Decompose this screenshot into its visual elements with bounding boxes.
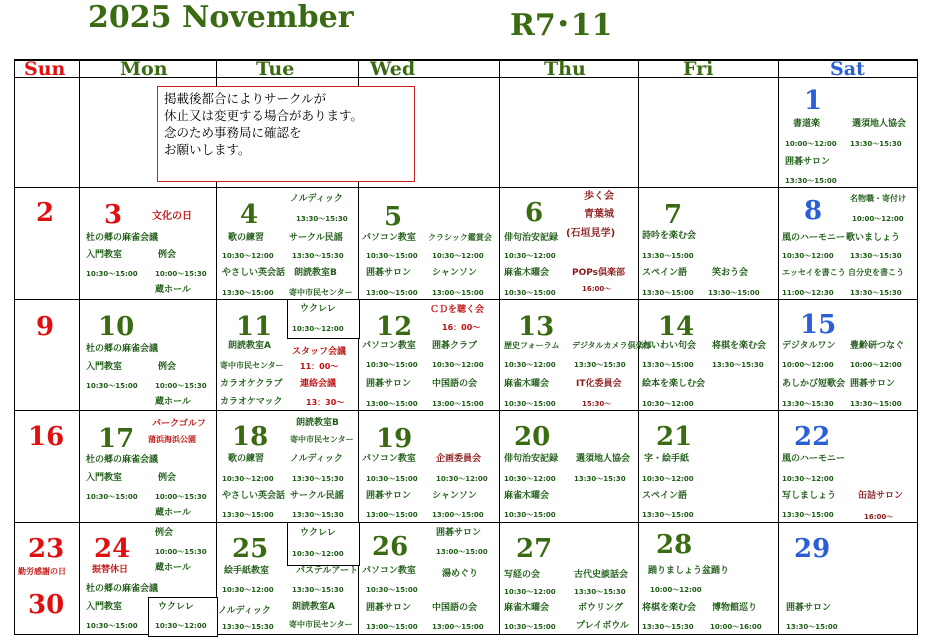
event: パークゴルフ <box>152 419 206 429</box>
event: 歴史フォーラム <box>504 341 560 350</box>
event-time: 13:30～15:00 <box>642 361 694 369</box>
event-time: 10:30～15:00 <box>504 400 556 408</box>
event-time: 13:00～15:00 <box>436 548 488 556</box>
event-time: 10:30～12:00 <box>432 361 484 369</box>
holiday-label: 勤労感謝の日 <box>18 567 66 576</box>
event-time: 10:00～15:30 <box>155 270 207 278</box>
notice-box <box>157 86 415 182</box>
event: 朗読教室A <box>228 341 271 351</box>
day-21: 21 <box>656 422 693 452</box>
day-16: 16 <box>28 422 65 452</box>
event: 蔵ホール <box>155 508 191 518</box>
weekday-sun: Sun <box>24 58 66 80</box>
event-time: 13:30～15:30 <box>292 475 344 483</box>
event: ウクレレ <box>300 528 336 538</box>
event: パステルアート <box>296 566 359 576</box>
event: 詩吟を楽む会 <box>642 231 697 241</box>
event: 歌の練習 <box>228 454 265 464</box>
weekday-tue: Tue <box>256 58 295 80</box>
grid-col7 <box>917 59 918 635</box>
event-time: 10:30～15:00 <box>366 475 418 483</box>
event: プレイボウル <box>576 621 629 631</box>
event: POPs倶楽部 <box>572 268 626 278</box>
weekday-thu: Thu <box>544 58 586 80</box>
day-4: 4 <box>240 200 259 230</box>
day-23: 23 <box>28 534 65 564</box>
event: ノルディック <box>290 194 343 204</box>
event: 博物館巡り <box>712 603 758 613</box>
day-18: 18 <box>232 422 269 452</box>
grid-row3 <box>14 410 918 411</box>
day-12: 12 <box>376 312 413 342</box>
event-time: 10:30～15:00 <box>504 623 556 631</box>
event: スペイン語 <box>642 268 688 278</box>
event-time: 11:00～12:30 <box>782 289 834 297</box>
event: 蔵ホール <box>155 563 191 573</box>
event: 囲碁サロン <box>785 157 831 167</box>
event: 歩く会 <box>584 191 614 202</box>
event-time: 13:30～15:00 <box>782 511 834 519</box>
event-time: 13:30～15:30 <box>292 511 344 519</box>
event: ＣＤを聴く会 <box>430 305 485 315</box>
event: デジタルワン <box>782 341 836 351</box>
event: 俳句治安記録 <box>504 233 559 243</box>
event: やさしい英会話 <box>222 491 286 501</box>
event-time: 10:30～15:00 <box>86 270 138 278</box>
event-time: 13:30～15:00 <box>222 289 274 297</box>
event-time: 13:00～15:00 <box>432 511 484 519</box>
event: 青葉城 <box>584 209 614 220</box>
event: 例会 <box>155 528 174 538</box>
grid-row2 <box>14 299 918 300</box>
grid-col4 <box>499 59 500 635</box>
event-time: 10:00～12:00 <box>785 140 837 148</box>
event-time: 13:30～15:30 <box>574 475 626 483</box>
event: 朗読教室B <box>296 418 339 428</box>
event: パソコン教室 <box>362 233 416 243</box>
calendar-era-title: R7･11 <box>510 8 613 43</box>
day-30: 30 <box>28 590 65 620</box>
event-time: 13:30～15:30 <box>712 361 764 369</box>
event-time: 10:30～15:00 <box>504 511 556 519</box>
day-26: 26 <box>372 532 409 562</box>
event-time: 13:30～15:00 <box>642 511 694 519</box>
calendar-title: 2025 November <box>88 0 354 35</box>
day-25: 25 <box>232 534 269 564</box>
event: 豊齢研つなぐ <box>850 341 905 351</box>
event: 中国語の会 <box>432 603 478 613</box>
event: カラオケマック <box>220 397 283 407</box>
event: 古代史談話会 <box>574 570 629 580</box>
day-15: 15 <box>800 310 837 340</box>
event: 朗読教室B <box>294 268 337 278</box>
event: 写しましょう <box>782 491 837 501</box>
event: クラシック鑑賞会 <box>428 233 492 242</box>
event-time: 16:00～ <box>582 285 612 293</box>
event: ウクレレ <box>158 602 194 612</box>
day-3: 3 <box>104 200 123 230</box>
weekday-wed: Wed <box>370 58 416 80</box>
event: 名物職・寄付け <box>850 194 906 203</box>
event: スタッフ会議 <box>292 347 347 357</box>
event-time: 13:30～15:30 <box>642 623 694 631</box>
event: 笑おう会 <box>712 268 749 278</box>
event: 囲碁サロン <box>366 603 412 613</box>
day-6: 6 <box>525 198 544 228</box>
event: シャンソン <box>432 491 477 501</box>
event: パソコン教室 <box>362 341 416 351</box>
event-location: 寄中市民センター <box>289 288 353 297</box>
event: 絵手紙教室 <box>224 566 270 576</box>
event: 選須地人協会 <box>576 454 631 464</box>
event: 踊りましょう盆踊り <box>648 566 730 576</box>
event: 麻雀木曜会 <box>504 491 550 501</box>
event-time: 13:00～15:00 <box>432 289 484 297</box>
event-time: 10:00～12:00 <box>850 361 902 369</box>
event: あしかび短歌会 <box>782 379 846 389</box>
day-5: 5 <box>384 202 403 232</box>
event-time: 10:30～15:00 <box>86 382 138 390</box>
event: シャンソン <box>432 268 477 278</box>
day-24: 24 <box>94 534 131 564</box>
day-20: 20 <box>514 422 551 452</box>
event: 風のハーモニー <box>782 233 846 243</box>
event-time: 13:30～15:00 <box>786 623 838 631</box>
event-time: 13:00～15:00 <box>366 623 418 631</box>
day-13: 13 <box>518 312 555 342</box>
event: 字・絵手紙 <box>644 454 690 464</box>
event-time: 13:30～15:30 <box>292 586 344 594</box>
event: 将棋を楽む会 <box>712 341 767 351</box>
day-22: 22 <box>794 422 831 452</box>
event-location: 寄中市民センター <box>290 435 354 444</box>
event-time: 10:00～16:00 <box>710 623 762 631</box>
event: エッセイを書こう <box>782 268 846 277</box>
event: ウクレレ <box>300 304 336 314</box>
day-9: 9 <box>36 312 55 342</box>
notice-line-3: 念のため事務局に確認を <box>164 125 302 140</box>
event-time: 10:00～15:30 <box>155 548 207 556</box>
event-time: 13:00～15:00 <box>432 400 484 408</box>
day-17: 17 <box>98 424 135 454</box>
event-time: 13:30～15:00 <box>785 177 837 185</box>
event: 麻雀木曜会 <box>504 268 550 278</box>
event: 麻雀木曜会 <box>504 379 550 389</box>
event-location: 寄中市民センター <box>220 361 284 370</box>
event-time: 10:30～15:00 <box>504 289 556 297</box>
event-time: 10:00～15:30 <box>155 382 207 390</box>
day-29: 29 <box>794 534 831 564</box>
event: 入門教室 <box>86 602 123 612</box>
event-time: 13:00～15:00 <box>366 289 418 297</box>
event: 囲碁サロン <box>786 603 832 613</box>
event: 自分史を書こう <box>848 268 904 277</box>
event-time: 13:30～15:30 <box>850 252 902 260</box>
holiday-label: 文化の日 <box>152 211 192 222</box>
event: 杜の郷の麻雀会議 <box>86 455 159 465</box>
event-time: 10:00～12:00 <box>782 361 834 369</box>
event-time: 13:00～15:00 <box>366 511 418 519</box>
event-time: 10:30～12:00 <box>155 622 207 630</box>
event-time: 10:00～15:30 <box>155 493 207 501</box>
event-time: 10:30～12:00 <box>222 586 274 594</box>
event-time: 10:30～12:00 <box>782 475 834 483</box>
event: 杜の郷の麻雀会議 <box>86 584 159 594</box>
event-time: 16:00～ <box>864 513 894 521</box>
event-time: 15:30～ <box>582 400 612 408</box>
event-time: 10:30～12:00 <box>504 588 556 596</box>
event: IT化委員会 <box>576 379 622 389</box>
event: 風のハーモニー <box>782 454 846 464</box>
event: パソコン教室 <box>362 454 416 464</box>
event-time: 10:30～12:00 <box>222 475 274 483</box>
event: 囲碁サロン <box>366 379 412 389</box>
event: 缶詰サロン <box>858 491 904 501</box>
event: サークル民謡 <box>289 233 343 243</box>
day-8: 8 <box>804 196 823 226</box>
event-time: 13:30～15:00 <box>850 400 902 408</box>
day-7: 7 <box>664 200 683 230</box>
event-time: 10:00～12:00 <box>650 586 702 594</box>
event-time: 13:30～15:30 <box>296 215 348 223</box>
event-time: 13:00～15:00 <box>432 623 484 631</box>
event-time: 13:30～15:00 <box>708 289 760 297</box>
event: 写経の会 <box>504 570 541 580</box>
event-time: 11：00～ <box>300 362 339 371</box>
event: 例会 <box>158 473 177 483</box>
event-time: 10:30～15:00 <box>86 622 138 630</box>
event: 歌の練習 <box>228 233 265 243</box>
event: 囲碁サロン <box>366 491 412 501</box>
grid-row4 <box>14 522 918 523</box>
day-14: 14 <box>658 312 695 342</box>
event: 例会 <box>158 362 177 372</box>
day-1: 1 <box>804 86 823 116</box>
event-time: 10:30～12:00 <box>642 400 694 408</box>
event-location: 寄中市民センター <box>289 620 353 629</box>
day-28: 28 <box>656 530 693 560</box>
event: カラオケクラブ <box>220 379 283 389</box>
event-time: 10:30～12:00 <box>504 252 556 260</box>
event: 歌いましょう <box>846 233 901 243</box>
day-11: 11 <box>236 312 273 342</box>
event-time: 10:30～12:00 <box>436 475 488 483</box>
event-time: 13:30～15:30 <box>292 252 344 260</box>
event-time: 13:30～15:30 <box>222 623 274 631</box>
event: 囲碁サロン <box>850 379 896 389</box>
event: 蔵ホール <box>155 285 191 295</box>
event-time: 10:30～15:00 <box>366 361 418 369</box>
event: 湯めぐり <box>442 569 479 579</box>
event: 選須地人協会 <box>852 119 907 129</box>
event-time: 10:30～12:00 <box>432 252 484 260</box>
event: 入門教室 <box>86 473 123 483</box>
event-time: 13：30～ <box>306 398 345 407</box>
event-time: 13:30～15:00 <box>642 252 694 260</box>
event: デジタルカメラ倶楽部 <box>572 341 652 350</box>
event: ボウリング <box>578 603 623 613</box>
event: 朗読教室A <box>292 602 335 612</box>
event: 杜の郷の麻雀会議 <box>86 233 159 243</box>
event-time: 10:30～15:00 <box>366 252 418 260</box>
event-time: 13:30～15:30 <box>850 140 902 148</box>
event-time: 16：00～ <box>442 323 481 332</box>
grid-row1 <box>14 187 918 188</box>
event: ノルディック <box>290 454 343 464</box>
event: やさしい英会話 <box>222 268 286 278</box>
event: 将棋を楽む会 <box>642 603 697 613</box>
event: 入門教室 <box>86 250 123 260</box>
event-time: 13:30～15:00 <box>642 289 694 297</box>
event: 蒲浜海浜公園 <box>148 435 196 444</box>
event-time: 13:30～15:30 <box>574 588 626 596</box>
weekday-fri: Fri <box>683 58 714 80</box>
event: 俳句治安記録 <box>504 454 559 464</box>
event: スペイン語 <box>642 491 688 501</box>
event-time: 10:30～12:00 <box>782 252 834 260</box>
event: 入門教室 <box>86 362 123 372</box>
event-time: 10:30～15:00 <box>86 493 138 501</box>
day-10: 10 <box>98 312 135 342</box>
event: 中国語の会 <box>432 379 478 389</box>
event-time: 10:30～15:00 <box>366 586 418 594</box>
weekday-mon: Mon <box>120 58 168 80</box>
event: 蔵ホール <box>155 397 191 407</box>
event-time: 13:30～15:30 <box>782 400 834 408</box>
holiday-label: 振替休日 <box>92 565 129 575</box>
grid-col6 <box>778 59 779 635</box>
event: 囲碁サロン <box>366 268 412 278</box>
event: パソコン教室 <box>362 566 416 576</box>
event: 企画委員会 <box>436 454 482 464</box>
grid-col0 <box>14 59 15 635</box>
event-time: 10:00～12:00 <box>852 215 904 223</box>
event: 囲碁サロン <box>436 528 482 538</box>
event-time: 10:30～12:00 <box>504 361 556 369</box>
event-time: 13:30～15:30 <box>850 289 902 297</box>
event: (石垣見学) <box>566 228 616 239</box>
event: 囲碁クラブ <box>432 341 478 351</box>
day-27: 27 <box>516 534 553 564</box>
event-time: 10:30～12:00 <box>642 475 694 483</box>
event: わいわい句会 <box>642 341 697 351</box>
day-2: 2 <box>36 198 55 228</box>
event-time: 10:30～12:00 <box>292 325 344 333</box>
notice-line-1: 掲載後都合によりサークルが <box>164 91 327 106</box>
event-time: 13:30～15:00 <box>222 511 274 519</box>
event-time: 10:30～12:00 <box>222 252 274 260</box>
event-time: 13:30～15:30 <box>574 361 626 369</box>
day-19: 19 <box>376 424 413 454</box>
event: 杜の郷の麻雀会議 <box>86 344 159 354</box>
event-time: 13:00～15:00 <box>366 400 418 408</box>
event: 例会 <box>158 250 177 260</box>
weekday-sat: Sat <box>830 58 865 80</box>
event: サークル民謡 <box>290 491 344 501</box>
event-time: 10:30～12:00 <box>504 475 556 483</box>
notice-line-4: お願いします。 <box>164 142 251 157</box>
event: 麻雀木曜会 <box>504 603 550 613</box>
notice-line-2: 休止又は変更する場合があります。 <box>164 108 364 123</box>
event: 書道楽 <box>793 119 821 129</box>
event: 絵本を楽しむ会 <box>642 379 706 389</box>
event: 連絡会議 <box>300 379 337 389</box>
event-time: 10:30～12:00 <box>292 550 344 558</box>
event: ノルディック <box>218 606 271 616</box>
grid-col1 <box>79 59 80 635</box>
